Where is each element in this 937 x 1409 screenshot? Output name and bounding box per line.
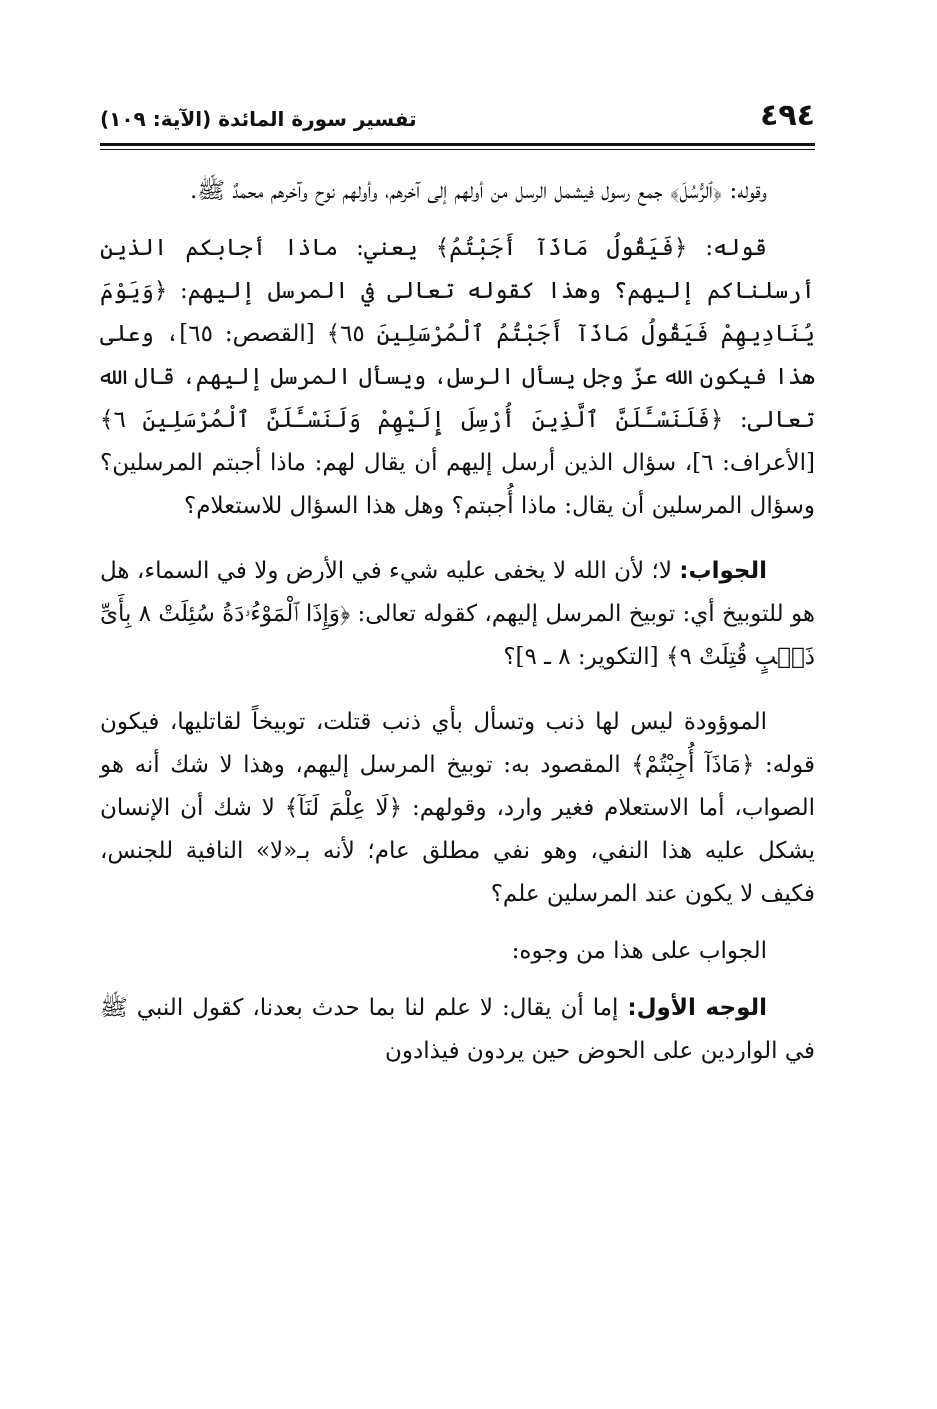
paragraph-text: وقوله: ﴿ٱلرُّسُلَ﴾ جمع رسول فيشمل الرسل من أولهم إلى آخرهم، وأولهم نوح وآخرهم محمدٌ ﷺ. xyxy=(189,178,767,204)
paragraph-text: قوله: ﴿فَيَقُولُ مَاذَآ أَجَبْتُمُ﴾ يعني: ماذا أجابكم الذين أرسلناكم إليهم؟ وهذا كقوله تعالى في المرسل إليهم: ﴿وَيَوْمَ يُنَادِيهِمْ فَيَقُولُ مَاذَآ أَجَبْتُمُ ٱلْمُرْسَلِينَ ٦٥﴾ [القصص: ٦٥]، وعلى هذا فيكون الله عزّ وجل يسأل الرسل، ويسأل المرسل إليهم، قال الله تعالى: ﴿فَلَنَسْـَٔلَنَّ ٱلَّذِينَ أُرْسِلَ إِلَيْهِمْ وَلَنَسْـَٔلَنَّ ٱلْمُرْسَلِينَ ٦﴾ [الأعراف: ٦]، سؤال الذين أرسل إليهم أن يقال لهم: ماذا أجبتم المرسلين؟ وسؤال المرسلين أن يقال: ماذا أُجبتم؟ وهل هذا السؤال للاستعلام؟ xyxy=(100,235,816,519)
paragraph-text: الجواب على هذا من وجوه: xyxy=(511,938,767,964)
header-rule-thin xyxy=(100,149,815,150)
page-number: ٤٩٤ xyxy=(760,98,815,133)
header-rule-thick xyxy=(100,143,815,146)
paragraph-first-aspect xyxy=(100,987,815,1073)
answer-label: الجواب: xyxy=(679,558,768,584)
paragraph-text: الموؤودة ليس لها ذنب وتسأل بأي ذنب قتلت، توبيخاً لقاتليها، فيكون قوله: ﴿مَاذَآ أُجِبْتُمْ﴾ المقصود به: توبيخ المرسل إليهم، وهذا لا شك أنه هو الصواب، أما الاستعلام فغير وارد، وقولهم: ﴿لَا عِلْمَ لَنَآ﴾ لا شك أن الإنسان يشكل عليه هذا النفي، وهو نفي مطلق عام؛ لأنه بـ«لا» النافية للجنس، فكيف لا يكون عند المرسلين علم؟ xyxy=(100,709,815,907)
first-aspect-label: الوجه الأول: xyxy=(627,995,768,1021)
running-title: تفسير سورة المائدة (الآية: ١٠٩) xyxy=(100,107,417,131)
paragraph-text: لا؛ لأن الله لا يخفى عليه شيء في الأرض ولا في السماء، هل هو للتوبيخ أي: توبيخ المرسل إليهم، كقوله تعالى: ﴿وَإِذَا ٱلْمَوْءُۥدَةُ سُئِلَتْ ٨ بِأَىِّ ذَنۢبٍ قُتِلَتْ ٩﴾ [التكوير: ٨ ـ ٩]؟ xyxy=(100,558,815,670)
paragraph-mawooda xyxy=(100,701,815,916)
paragraph-answer-intro xyxy=(100,930,815,973)
page-body xyxy=(100,170,815,1073)
paragraph-ajabtum xyxy=(100,227,815,528)
paragraph-text: إما أن يقال: لا علم لنا بما حدث بعدنا، كقول النبي ﷺ في الواردين على الحوض حين يردون فيذادون xyxy=(100,995,815,1064)
book-page xyxy=(100,85,815,1375)
page-header xyxy=(100,85,815,135)
paragraph-rusul xyxy=(100,170,815,213)
paragraph-answer xyxy=(100,550,815,679)
